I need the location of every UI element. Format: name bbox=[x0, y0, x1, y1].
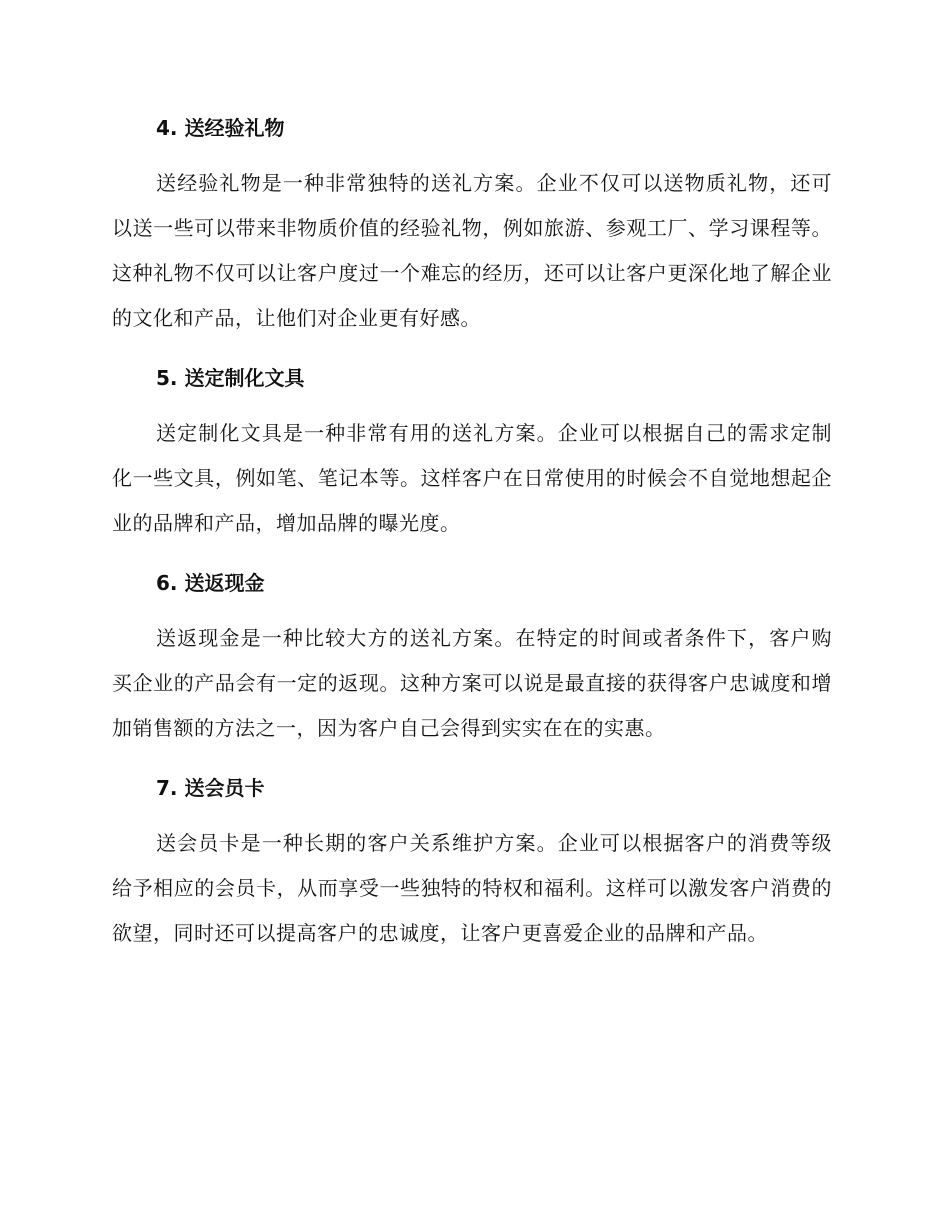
section-paragraph: 送会员卡是一种长期的客户关系维护方案。企业可以根据客户的消费等级给予相应的会员卡，从而享受一些独特的特权和福利。这样可以激发客户消费的欲望，同时还可以提高客户的忠诚度，让客户更喜爱企业的品牌和产品。 bbox=[112, 831, 832, 945]
section-heading: 4. 送经验礼物 bbox=[156, 116, 285, 140]
section-membership-card bbox=[112, 774, 832, 956]
section-heading: 7. 送会员卡 bbox=[156, 776, 265, 800]
section-paragraph: 送经验礼物是一种非常独特的送礼方案。企业不仅可以送物质礼物，还可以送一些可以带来非物质价值的经验礼物，例如旅游、参观工厂、学习课程等。这种礼物不仅可以让客户度过一个难忘的经历，还可以让客户更深化地了解企业的文化和产品，让他们对企业更有好感。 bbox=[112, 171, 832, 330]
section-experience-gift bbox=[112, 114, 832, 341]
section-heading: 5. 送定制化文具 bbox=[156, 366, 305, 390]
section-cash-back bbox=[112, 569, 832, 751]
section-custom-stationery bbox=[112, 364, 832, 546]
section-paragraph: 送返现金是一种比较大方的送礼方案。在特定的时间或者条件下，客户购买企业的产品会有一定的返现。这种方案可以说是最直接的获得客户忠诚度和增加销售额的方法之一，因为客户自己会得到实实在在的实惠。 bbox=[112, 626, 832, 740]
section-heading: 6. 送返现金 bbox=[156, 571, 265, 595]
section-paragraph: 送定制化文具是一种非常有用的送礼方案。企业可以根据自己的需求定制化一些文具，例如笔、笔记本等。这样客户在日常使用的时候会不自觉地想起企业的品牌和产品，增加品牌的曝光度。 bbox=[112, 421, 832, 535]
